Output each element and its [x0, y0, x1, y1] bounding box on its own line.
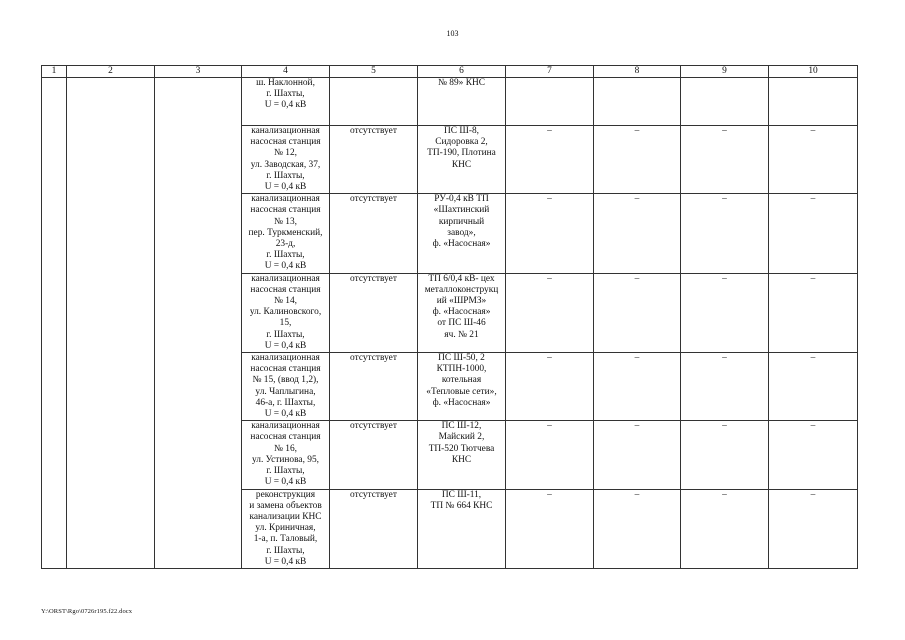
column-number-row: [42, 66, 858, 78]
column-header: 10: [769, 66, 858, 78]
dash-cell: –: [506, 194, 594, 273]
object-name-cell: реконструкция и замена объектов канализации КНС ул. Криничная, 1-а, п. Таловый, г. Шахты, U = 0,4 кВ: [242, 489, 330, 568]
power-source-cell: ПС Ш-50, 2 КТПН-1000, котельная «Тепловые сети», ф. «Насосная»: [418, 353, 506, 421]
infrastructure-table: [41, 65, 858, 569]
dash-cell: –: [506, 489, 594, 568]
power-source-cell: ПС Ш-8, Сидоровка 2, ТП-190, Плотина КНС: [418, 126, 506, 194]
column-header: 9: [681, 66, 769, 78]
dash-cell: –: [769, 273, 858, 352]
table-cell: [769, 78, 858, 126]
dash-cell: –: [681, 273, 769, 352]
dash-cell: –: [594, 126, 681, 194]
dash-cell: –: [594, 489, 681, 568]
table-cell: [506, 78, 594, 126]
object-name-cell: канализационная насосная станция № 16, ул. Устинова, 95, г. Шахты, U = 0,4 кВ: [242, 421, 330, 489]
column-header: 8: [594, 66, 681, 78]
dash-cell: –: [506, 273, 594, 352]
dash-cell: –: [769, 353, 858, 421]
column-header: 2: [67, 66, 155, 78]
object-name-cell: канализационная насосная станция № 15, (ввод 1,2), ул. Чаплыгина, 46-а, г. Шахты, U = 0,4 кВ: [242, 353, 330, 421]
object-name-cell: канализационная насосная станция № 13, пер. Туркменский, 23-д, г. Шахты, U = 0,4 кВ: [242, 194, 330, 273]
file-path-footer: Y:\ORST\Rgo\0726r195.f22.docx: [41, 608, 133, 615]
table-cell: [681, 78, 769, 126]
dash-cell: –: [594, 194, 681, 273]
table-row: [42, 78, 858, 126]
column-header: 1: [42, 66, 67, 78]
dash-cell: –: [681, 126, 769, 194]
status-cell: отсутствует: [330, 194, 418, 273]
dash-cell: –: [506, 421, 594, 489]
column-header: 7: [506, 66, 594, 78]
dash-cell: –: [594, 353, 681, 421]
table-cell: [594, 78, 681, 126]
dash-cell: –: [769, 194, 858, 273]
status-cell: отсутствует: [330, 421, 418, 489]
table-cell: [42, 78, 67, 569]
dash-cell: –: [681, 421, 769, 489]
power-source-cell: РУ-0,4 кВ ТП «Шахтинский кирпичный завод», ф. «Насосная»: [418, 194, 506, 273]
power-source-cell: № 89» КНС: [418, 78, 506, 126]
dash-cell: –: [594, 421, 681, 489]
dash-cell: –: [769, 126, 858, 194]
status-cell: отсутствует: [330, 273, 418, 352]
dash-cell: –: [681, 353, 769, 421]
table-cell: [330, 78, 418, 126]
status-cell: отсутствует: [330, 126, 418, 194]
dash-cell: –: [681, 489, 769, 568]
page-number: 103: [446, 29, 459, 38]
power-source-cell: ПС Ш-12, Майский 2, ТП-520 Тютчева КНС: [418, 421, 506, 489]
column-header: 5: [330, 66, 418, 78]
dash-cell: –: [769, 421, 858, 489]
dash-cell: –: [681, 194, 769, 273]
table-cell: [155, 78, 242, 569]
object-name-cell: канализационная насосная станция № 14, ул. Калиновского, 15, г. Шахты, U = 0,4 кВ: [242, 273, 330, 352]
status-cell: отсутствует: [330, 489, 418, 568]
column-header: 3: [155, 66, 242, 78]
status-cell: отсутствует: [330, 353, 418, 421]
dash-cell: –: [594, 273, 681, 352]
column-header: 6: [418, 66, 506, 78]
dash-cell: –: [769, 489, 858, 568]
power-source-cell: ТП 6/0,4 кВ- цех металлоконструкц ий «ШРМЗ» ф. «Насосная» от ПС Ш-46 яч. № 21: [418, 273, 506, 352]
object-name-cell: ш. Наклонной, г. Шахты, U = 0,4 кВ: [242, 78, 330, 126]
column-header: 4: [242, 66, 330, 78]
table-cell: [67, 78, 155, 569]
dash-cell: –: [506, 126, 594, 194]
power-source-cell: ПС Ш-11, ТП № 664 КНС: [418, 489, 506, 568]
dash-cell: –: [506, 353, 594, 421]
object-name-cell: канализационная насосная станция № 12, ул. Заводская, 37, г. Шахты, U = 0,4 кВ: [242, 126, 330, 194]
